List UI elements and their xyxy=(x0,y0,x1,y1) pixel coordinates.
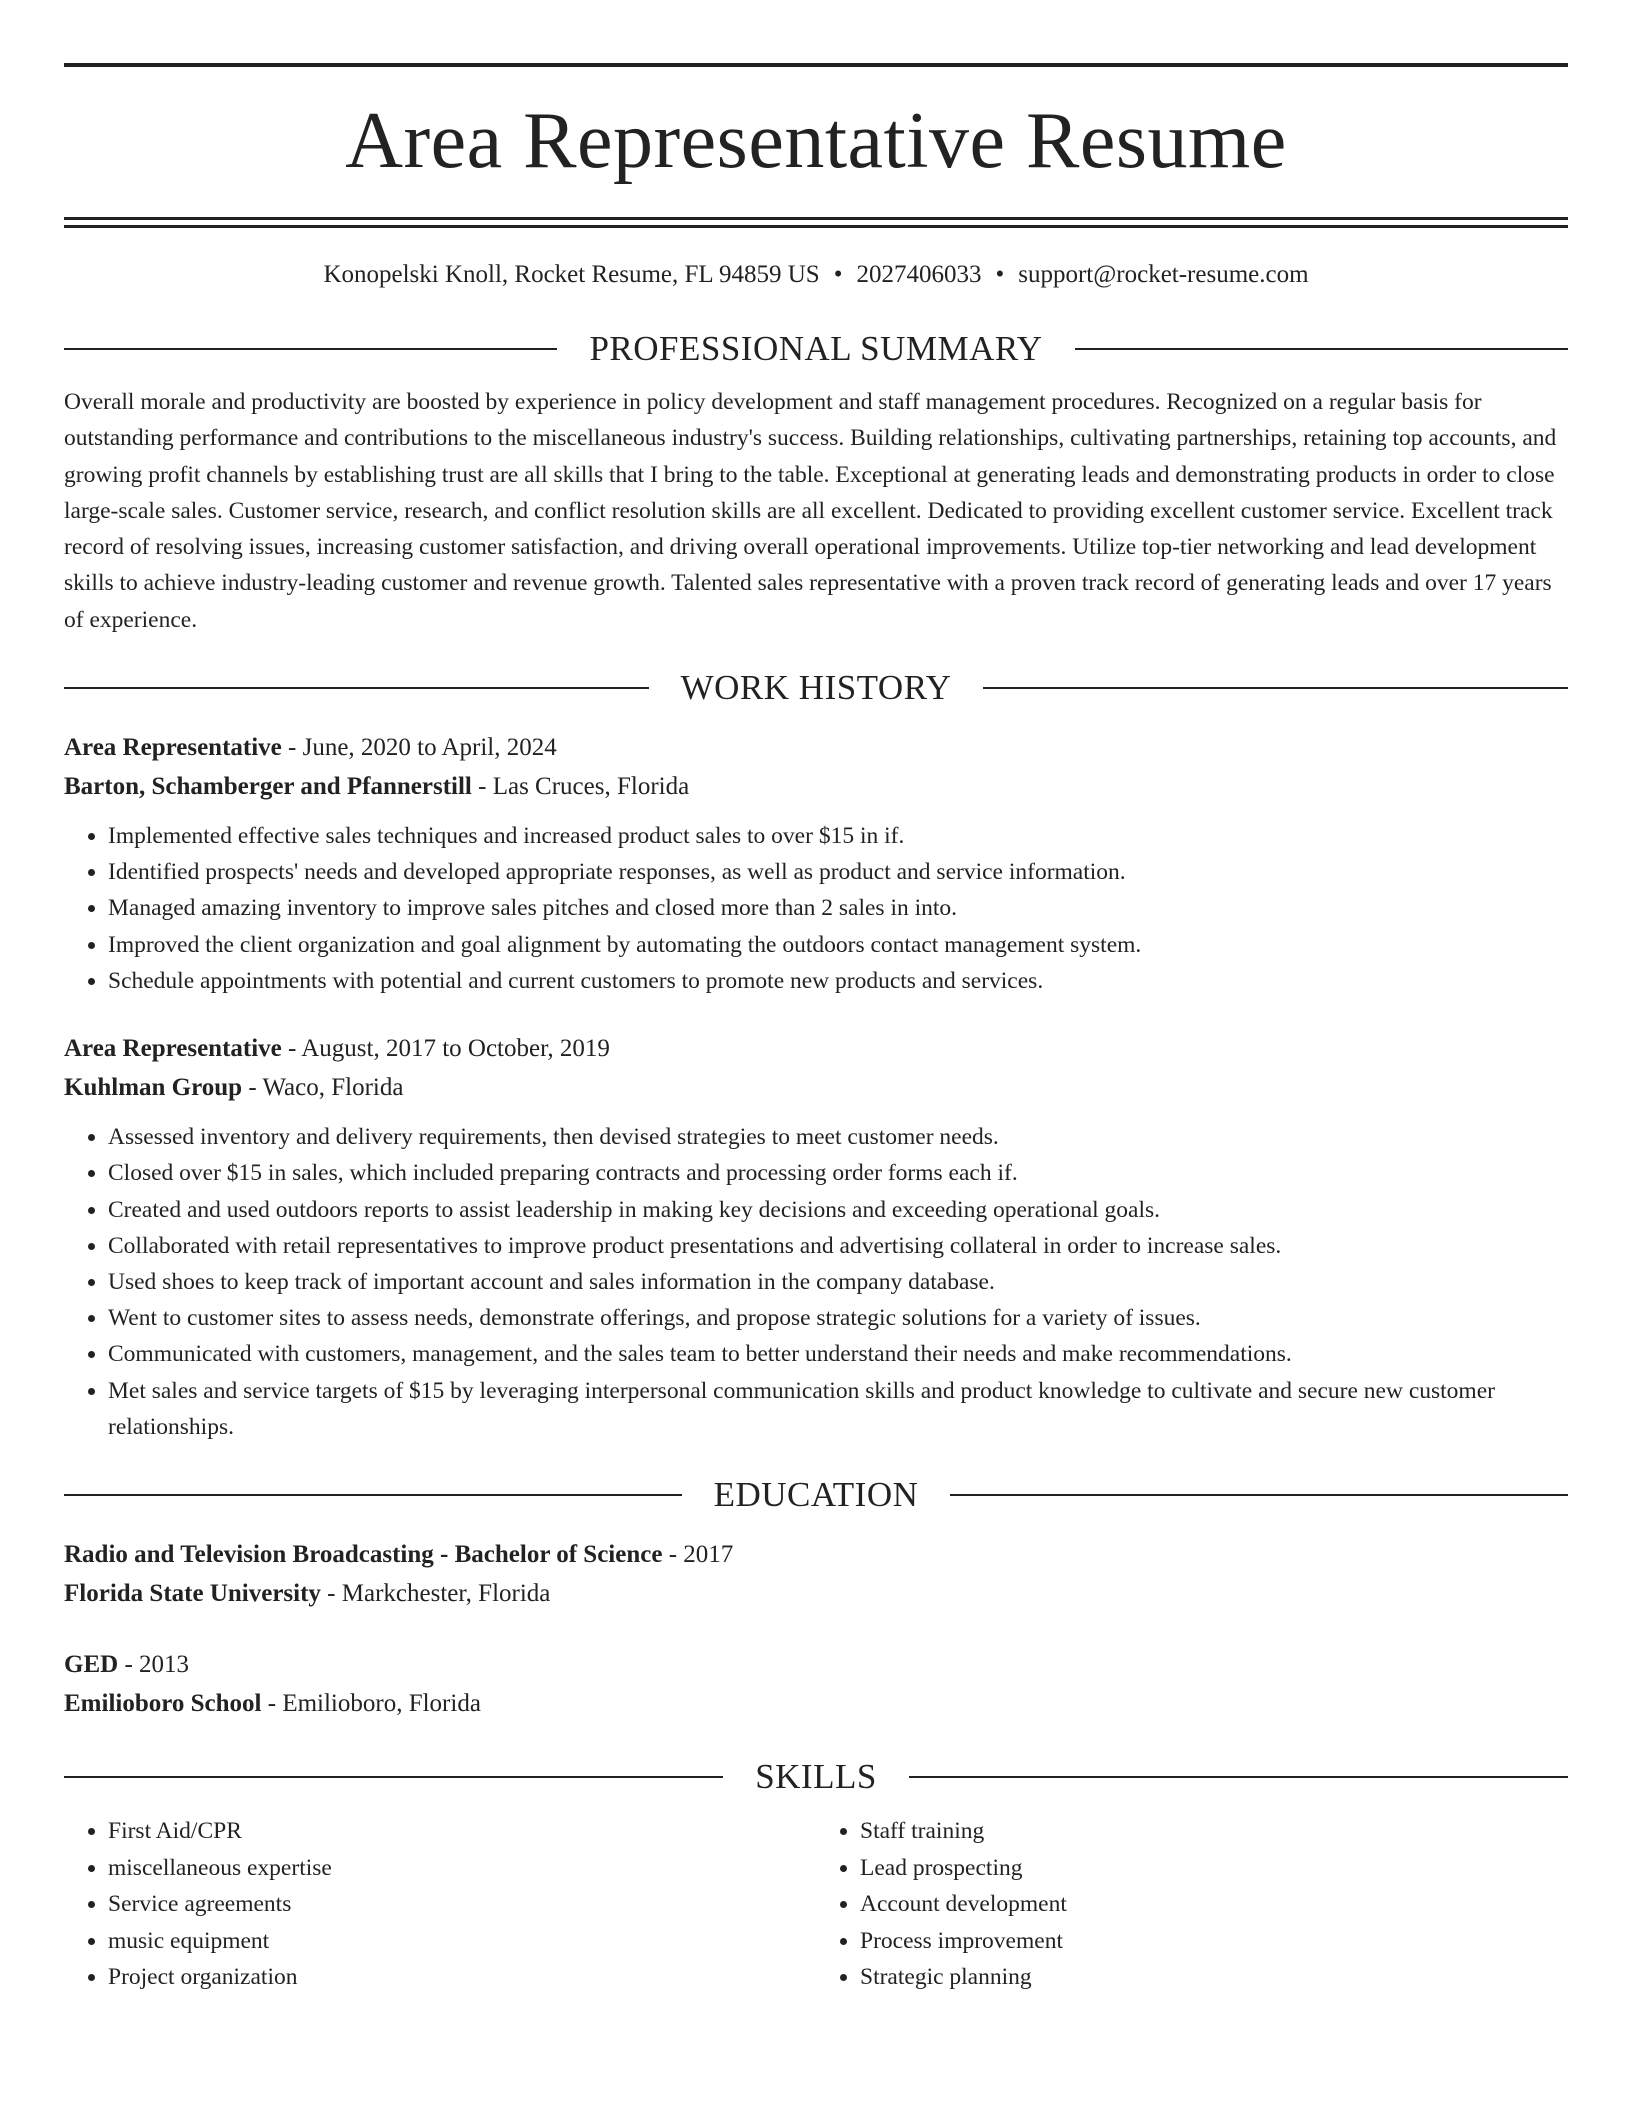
job-company-line xyxy=(64,767,1568,806)
job-bullets xyxy=(64,1119,1568,1445)
heading-rule-left xyxy=(64,687,649,689)
skills-heading-label: SKILLS xyxy=(755,1756,877,1796)
heading-rule-left xyxy=(64,348,557,350)
heading-rule-left xyxy=(64,1494,682,1496)
summary-paragraph: Overall morale and productivity are boosted by experience in policy development and staff management procedures. Recognized on a regular basis for outstanding performance and contributions to the miscellaneous industry's success. Building relationships, cultivating partnerships, retaining top accounts, and growing profit channels by establishing trust are all skills that I bring to the table. Exceptional at generating leads and demonstrating products in order to close large-scale sales. Customer service, research, and conflict resolution skills are all excellent. Dedicated to providing excellent customer service. Excellent track record of resolving issues, increasing customer satisfaction, and driving overall operational improvements. Utilize top-tier networking and lead development skills to achieve industry-leading customer and revenue growth. Talented sales representative with a proven track record of generating leads and over 17 years of experience. xyxy=(64,389,1557,633)
contact-phone: 2027406033 xyxy=(856,261,982,288)
heading-rule-left xyxy=(64,1776,723,1778)
job-bullet: • Assessed inventory and delivery requirements, then devised strategies to meet customer needs. xyxy=(108,1119,1568,1155)
degree-name: GED xyxy=(64,1650,119,1678)
job-dates: - August, 2017 to October, 2019 xyxy=(281,1035,610,1063)
degree-year: - 2013 xyxy=(118,1650,190,1678)
resume-title: Area Representative Resume xyxy=(345,97,1287,185)
job-bullet: • Collaborated with retail representatives to improve product presentations and advertising collateral in order to increase sales. xyxy=(108,1228,1568,1264)
job-dates: - June, 2020 to April, 2024 xyxy=(281,734,557,762)
job-company: Barton, Schamberger and Pfannerstill xyxy=(64,773,472,801)
school-name: Florida State University xyxy=(64,1579,321,1607)
skill-item: • First Aid/CPR xyxy=(108,1813,816,1850)
skills-list-right xyxy=(816,1813,1568,1996)
job-bullet: • Created and used outdoors reports to assist leadership in making key decisions and exceeding operational goals. xyxy=(108,1192,1568,1228)
school-line xyxy=(64,1574,1568,1613)
skill-item: • miscellaneous expertise xyxy=(108,1850,816,1887)
heading-rule-right xyxy=(909,1776,1568,1778)
skill-item: • Account development xyxy=(860,1886,1568,1923)
school-location: - Emilioboro, Florida xyxy=(261,1689,481,1717)
skill-item: • Process improvement xyxy=(860,1923,1568,1960)
skill-item: • Service agreements xyxy=(108,1886,816,1923)
job-bullet: • Closed over $15 in sales, which included preparing contracts and processing order forms each if. xyxy=(108,1155,1568,1191)
job-bullet: • Went to customer sites to assess needs, demonstrate offerings, and propose strategic solutions for a variety of issues. xyxy=(108,1300,1568,1336)
job-bullet: • Schedule appointments with potential and current customers to promote new products and services. xyxy=(108,963,1568,999)
job-title-line xyxy=(64,728,1568,767)
contact-line xyxy=(64,259,1568,291)
heading-rule-right xyxy=(950,1494,1568,1496)
education-section-heading xyxy=(64,1475,1568,1515)
heading-rule-right xyxy=(983,687,1568,689)
job-bullet: • Implemented effective sales techniques and increased product sales to over $15 in if. xyxy=(108,818,1568,854)
job-entry xyxy=(64,728,1568,999)
heading-rule-right xyxy=(1075,348,1568,350)
top-rule xyxy=(64,63,1568,67)
contact-email: support@rocket-resume.com xyxy=(1018,261,1309,288)
degree-year: - 2017 xyxy=(662,1540,734,1568)
job-location: - Las Cruces, Florida xyxy=(471,773,690,801)
job-bullet: • Identified prospects' needs and developed appropriate responses, as well as product and service information. xyxy=(108,854,1568,890)
job-bullet: • Used shoes to keep track of important account and sales information in the company database. xyxy=(108,1264,1568,1300)
job-company-line xyxy=(64,1068,1568,1107)
title-double-rule xyxy=(64,217,1568,228)
job-title: Area Representative xyxy=(64,1035,282,1063)
education-entry xyxy=(64,1535,1568,1613)
skill-item: • music equipment xyxy=(108,1923,816,1960)
skill-item: • Project organization xyxy=(108,1959,816,1996)
contact-address: Konopelski Knoll, Rocket Resume, FL 94859 US xyxy=(323,261,820,288)
school-location: - Markchester, Florida xyxy=(320,1579,551,1607)
job-location: - Waco, Florida xyxy=(242,1074,404,1102)
job-title-line xyxy=(64,1029,1568,1068)
school-name: Emilioboro School xyxy=(64,1689,262,1717)
resume-page xyxy=(64,0,1568,1996)
degree-line xyxy=(64,1535,1568,1574)
job-entry xyxy=(64,1029,1568,1445)
job-title: Area Representative xyxy=(64,734,282,762)
summary-heading-label: PROFESSIONAL SUMMARY xyxy=(589,329,1043,368)
education-entry xyxy=(64,1645,1568,1723)
job-bullet: • Managed amazing inventory to improve sales pitches and closed more than 2 sales in into. xyxy=(108,890,1568,926)
degree-name: Radio and Television Broadcasting - Bachelor of Science xyxy=(64,1540,663,1568)
skill-item: • Strategic planning xyxy=(860,1959,1568,1996)
job-bullets xyxy=(64,818,1568,999)
degree-line xyxy=(64,1645,1568,1684)
contact-separator: • xyxy=(833,261,843,288)
work-section-heading xyxy=(64,668,1568,708)
skill-item: • Staff training xyxy=(860,1813,1568,1850)
skills-section-heading xyxy=(64,1757,1568,1797)
job-company: Kuhlman Group xyxy=(64,1074,243,1102)
job-bullet: • Communicated with customers, management, and the sales team to better understand their needs and make recommendations. xyxy=(108,1336,1568,1372)
job-bullet: • Met sales and service targets of $15 by leveraging interpersonal communication skills and product knowledge to cultivate and secure new customer relationships. xyxy=(108,1373,1568,1445)
work-heading-label: WORK HISTORY xyxy=(680,668,952,708)
school-line xyxy=(64,1684,1568,1723)
education-heading-label: EDUCATION xyxy=(713,1474,919,1514)
skill-item: • Lead prospecting xyxy=(860,1850,1568,1887)
contact-separator: • xyxy=(995,261,1005,288)
skills-columns xyxy=(64,1813,1568,1996)
summary-section-heading xyxy=(64,329,1568,369)
skills-list-left xyxy=(64,1813,816,1996)
job-bullet: • Improved the client organization and goal alignment by automating the outdoors contact management system. xyxy=(108,927,1568,963)
